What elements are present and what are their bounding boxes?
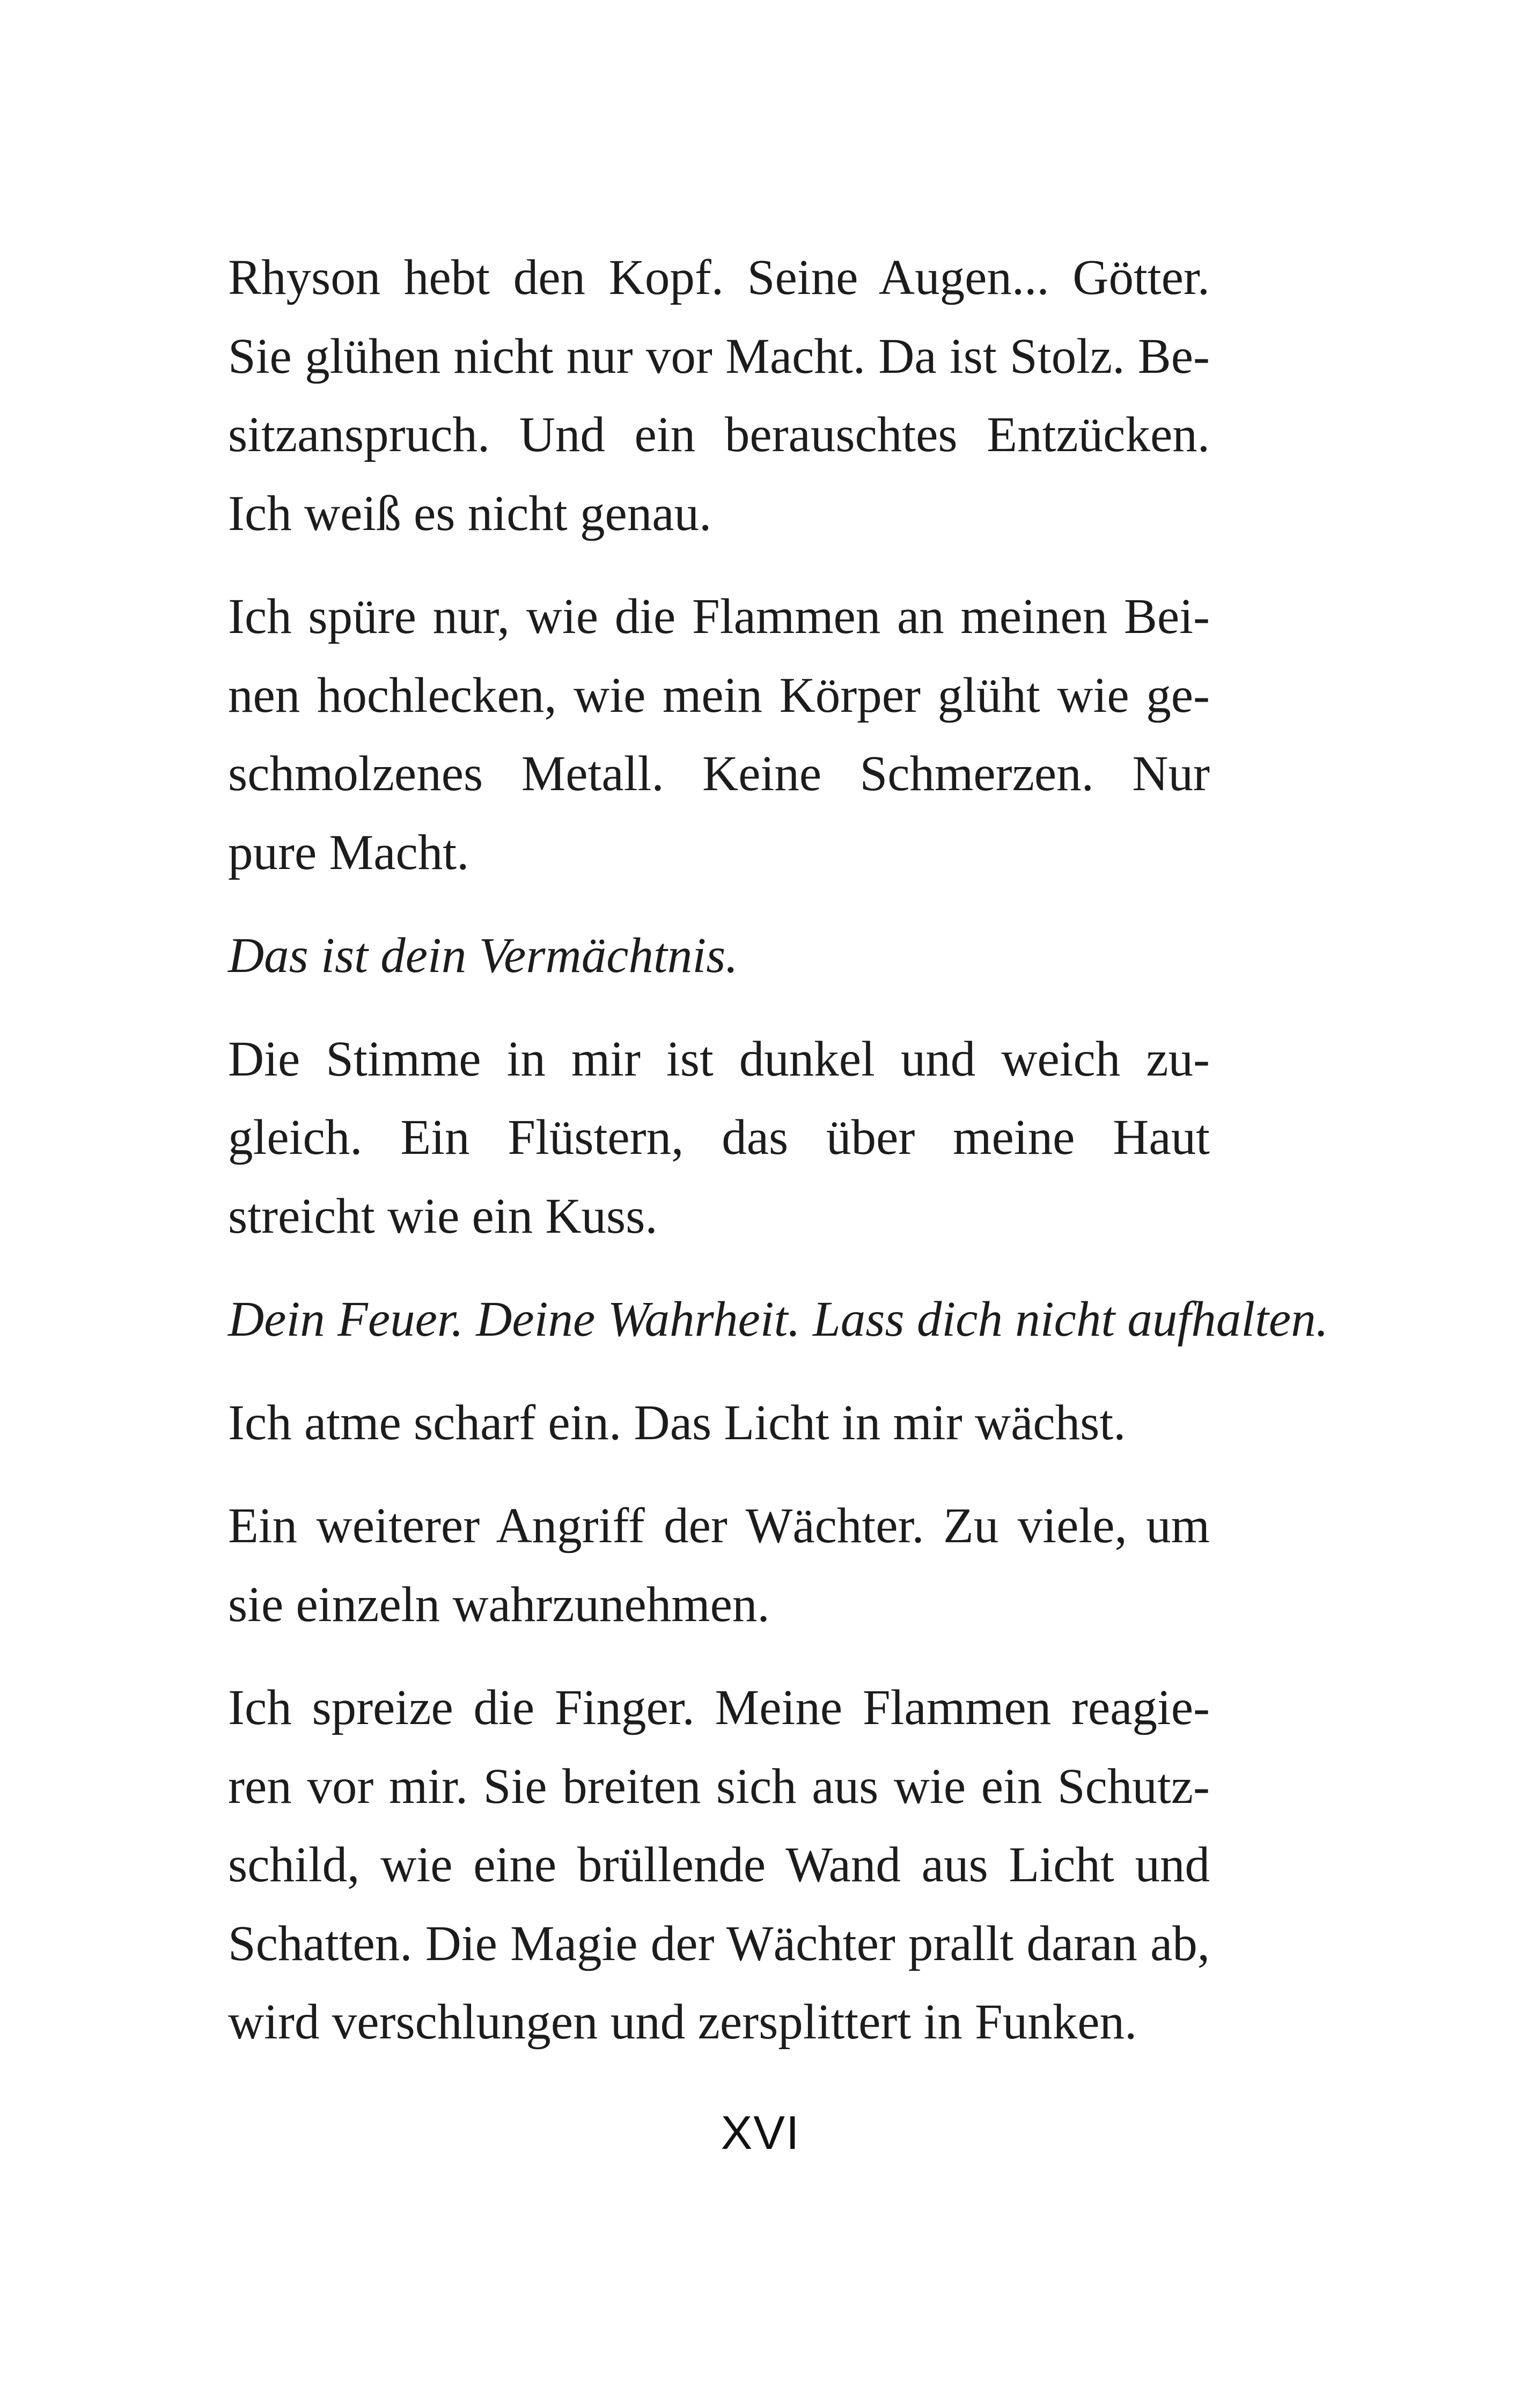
- paragraph: [228, 1020, 1210, 1256]
- text-line: Die Stimme in mir ist dunkel und weich zu-: [228, 1031, 1210, 1087]
- text-line: schild, wie eine brüllende Wand aus Licht und: [228, 1837, 1210, 1892]
- text-line: Ein weiterer Angriff der Wächter. Zu viele, um: [228, 1498, 1210, 1553]
- text-line: gleich. Ein Flüstern, das über meine Haut: [228, 1110, 1210, 1165]
- paragraph: [228, 239, 1210, 553]
- paragraph: [228, 917, 1210, 996]
- text-line: Ich weiß es nicht genau.: [228, 485, 712, 541]
- text-line: Rhyson hebt den Kopf. Seine Augen... Götter.: [228, 250, 1210, 305]
- paragraph: [228, 1384, 1210, 1463]
- text-line: pure Macht.: [228, 824, 469, 880]
- text-line: Ich atme scharf ein. Das Licht in mir wächst.: [228, 1395, 1126, 1450]
- page-number: XVI: [721, 2106, 800, 2159]
- paragraph: [228, 1487, 1210, 1644]
- text-line: Das ist dein Vermächtnis.: [228, 928, 738, 983]
- text-line: nen hochlecken, wie mein Körper glüht wie ge-: [228, 667, 1210, 723]
- text-line: sie einzeln wahrzunehmen.: [228, 1577, 770, 1632]
- paragraph: [228, 1669, 1210, 2062]
- text-line: schmolzenes Metall. Keine Schmerzen. Nur: [228, 746, 1210, 801]
- text-line: Schatten. Die Magie der Wächter prallt daran ab,: [228, 1916, 1210, 1971]
- text-line: Ich spreize die Finger. Meine Flammen reagie-: [228, 1680, 1210, 1735]
- text-line: ren vor mir. Sie breiten sich aus wie ein Schutz-: [228, 1758, 1210, 1814]
- body-text: [228, 239, 1328, 2087]
- text-line: Sie glühen nicht nur vor Macht. Da ist Stolz. Be-: [228, 328, 1210, 384]
- text-line: Ich spüre nur, wie die Flammen an meinen Bei-: [228, 589, 1210, 644]
- text-line: streicht wie ein Kuss.: [228, 1188, 658, 1244]
- paragraph: [228, 578, 1210, 892]
- text-line: wird verschlungen und zersplittert in Funken.: [228, 1994, 1137, 2050]
- paragraph: [228, 1280, 1328, 1359]
- text-line: sitzanspruch. Und ein berauschtes Entzücken.: [228, 407, 1210, 462]
- text-line: Dein Feuer. Deine Wahrheit. Lass dich nicht aufhalten.: [228, 1292, 1328, 1347]
